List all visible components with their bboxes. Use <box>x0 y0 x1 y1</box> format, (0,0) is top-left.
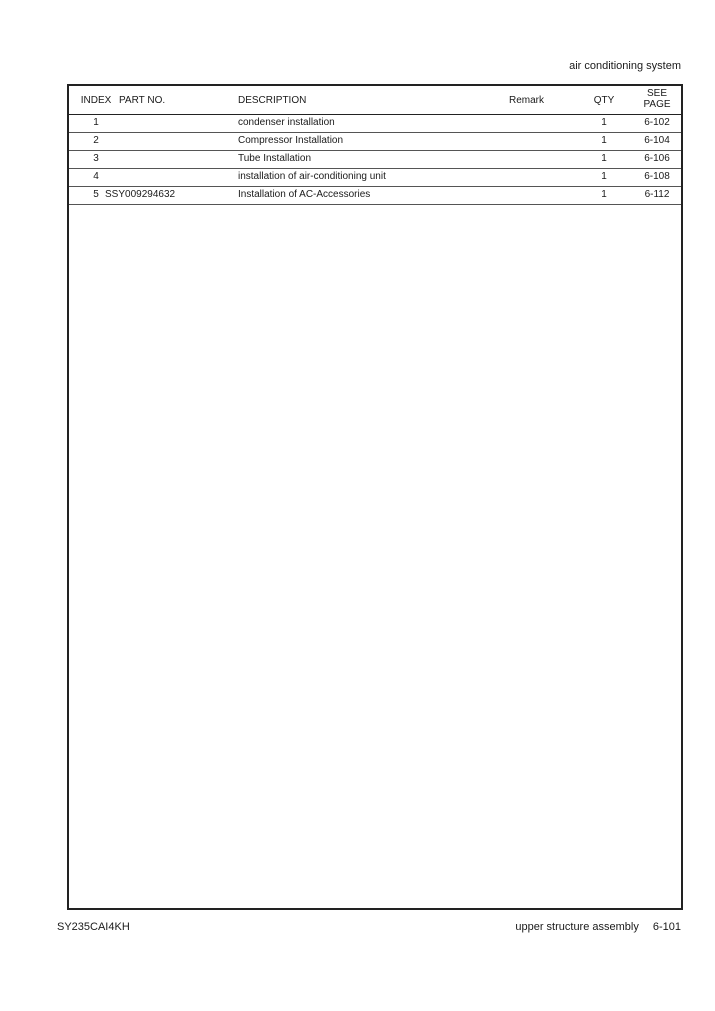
page-number: 6-101 <box>652 921 681 933</box>
table-row <box>69 115 681 133</box>
row-description: Installation of AC-Accessories <box>238 189 371 200</box>
parts-table-frame <box>67 84 683 910</box>
row-part-no: SSY009294632 <box>105 189 176 200</box>
row-qty: 1 <box>601 135 607 146</box>
row-see-page: 6-106 <box>644 153 670 164</box>
row-description: Compressor Installation <box>238 135 344 146</box>
table-row <box>69 151 681 169</box>
row-description: installation of air-conditioning unit <box>238 171 386 182</box>
row-index: 5 <box>93 189 99 200</box>
header-see-page <box>634 88 680 110</box>
row-qty: 1 <box>601 171 607 182</box>
header-remark: Remark <box>509 95 545 106</box>
header-see-line2: PAGE <box>643 99 671 110</box>
table-row <box>69 169 681 187</box>
row-see-page: 6-108 <box>644 171 670 182</box>
row-see-page: 6-112 <box>644 189 670 200</box>
table-row <box>69 187 681 205</box>
header-see-line1: SEE <box>646 88 667 99</box>
row-qty: 1 <box>601 153 607 164</box>
row-index: 1 <box>93 117 99 128</box>
section-title: air conditioning system <box>569 60 681 72</box>
table-header-row <box>69 86 681 115</box>
row-see-page: 6-104 <box>644 135 670 146</box>
chapter-title: upper structure assembly <box>515 921 639 933</box>
table-row <box>69 133 681 151</box>
row-description: Tube Installation <box>238 153 312 164</box>
header-qty: QTY <box>593 95 615 106</box>
row-qty: 1 <box>601 189 607 200</box>
header-description: DESCRIPTION <box>238 95 307 106</box>
row-index: 4 <box>93 171 99 182</box>
row-index: 2 <box>93 135 99 146</box>
row-index: 3 <box>93 153 99 164</box>
page-footer <box>515 921 681 933</box>
row-description: condenser installation <box>238 117 335 128</box>
header-index: INDEX <box>80 95 112 106</box>
row-qty: 1 <box>601 117 607 128</box>
model-code: SY235CAI4KH <box>57 921 130 933</box>
row-see-page: 6-102 <box>644 117 670 128</box>
header-part-no: PART NO. <box>119 95 166 106</box>
